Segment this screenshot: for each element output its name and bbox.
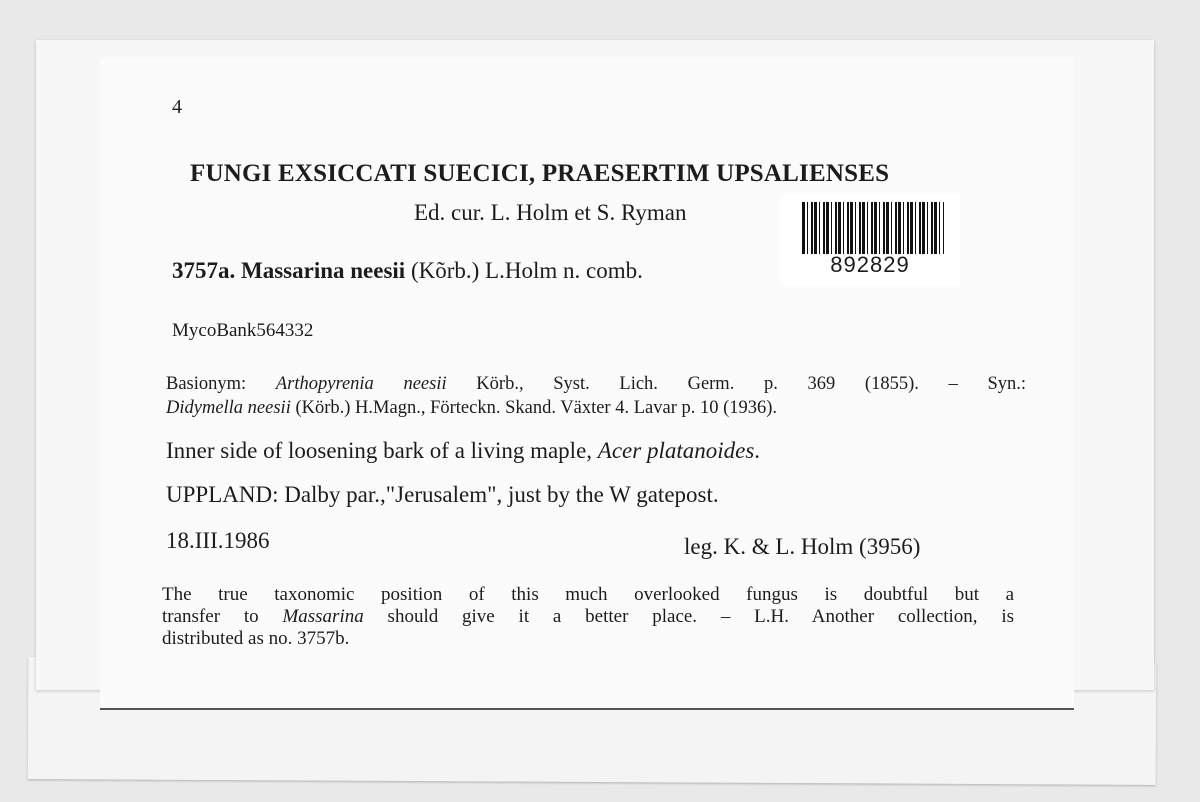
basionym-block [166,372,1026,420]
basionym-name: Arthopyrenia neesii [275,374,447,394]
note-line-2-post: should give it a better place. – L.H. Another collection, is [387,606,1014,627]
habitat-line [166,438,760,464]
barcode-icon [802,202,944,254]
basionym-prefix: Basionym: [166,374,247,394]
note-line-2-pre: transfer to [162,606,259,627]
series-title: FUNGI EXSICCATI SUECICI, PRAESERTIM UPSALIENSES [190,160,890,187]
species-line [172,258,643,284]
note-line-1: The true taxonomic position of this much overlooked fungus is doubtful but a [162,584,1014,605]
note-block [162,584,1014,650]
mycobank-id: MycoBank564332 [172,320,314,341]
synonym-citation: (Körb.) H.Magn., Förteckn. Skand. Växter 4. Lavar p. 10 (1936). [295,398,778,418]
editors-line: Ed. cur. L. Holm et S. Ryman [414,200,687,225]
host-name: Acer platanoides [597,438,755,463]
note-genus: Massarina [282,606,364,627]
locality-line: UPPLAND: Dalby par.,"Jerusalem", just by the W gatepost. [166,482,719,507]
barcode-number: 892829 [830,252,910,277]
exsiccata-number: 3757a. [172,258,236,283]
collector-line: leg. K. & L. Holm (3956) [684,534,921,559]
habitat-end: . [754,438,761,463]
barcode-label [780,194,960,286]
collection-date: 18.III.1986 [166,528,270,553]
habitat-text: Inner side of loosening bark of a living maple, [166,438,593,463]
note-line-3: distributed as no. 3757b. [162,628,350,649]
page-number: 4 [172,96,182,118]
species-authority: (Kõrb.) L.Holm n. comb. [410,258,643,283]
synonym-name: Didymella neesii [166,398,291,418]
basionym-citation: Körb., Syst. Lich. Germ. p. 369 (1855). – Syn.: [476,374,1027,394]
species-name: Massarina neesii [241,258,406,283]
